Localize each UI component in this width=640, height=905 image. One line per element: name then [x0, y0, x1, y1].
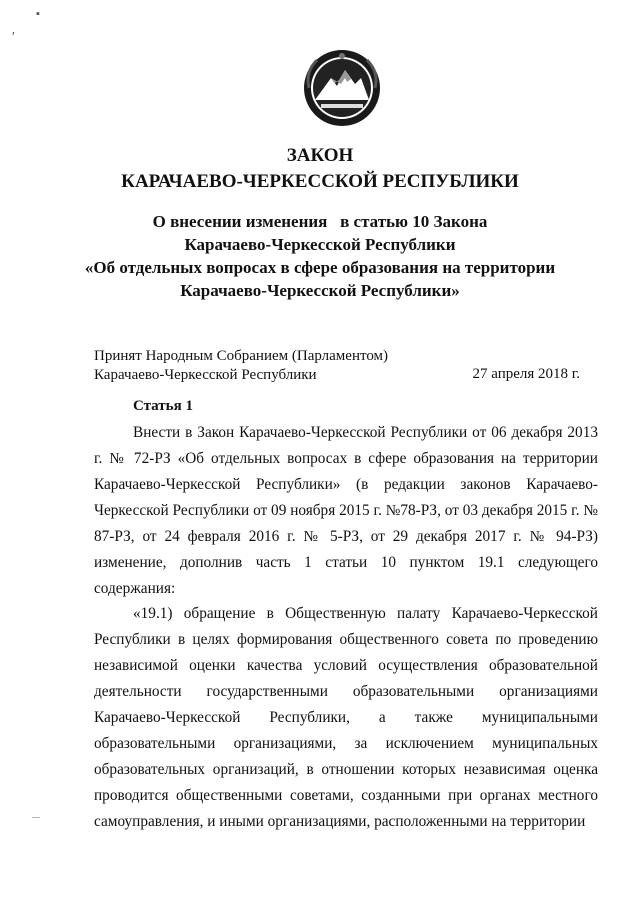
- law-title-line: КАРАЧАЕВО-ЧЕРКЕССКОЙ РЕСПУБЛИКИ: [121, 171, 519, 192]
- scan-mark-icon: —: [32, 812, 41, 821]
- scan-mark-icon: ▪: [36, 8, 40, 20]
- adoption-line: Принят Народным Собранием (Парламентом): [94, 348, 389, 364]
- article-paragraph: Внести в Закон Карачаево-Черкесской Республики от 06 декабря 2013 г. № 72-РЗ «Об отдельных вопросах в сфере образования на территории Карачаево-Черкесской Республики» (в редакции законов Карачаево-Черкесской Республики от 09 ноября 2015 г. №78-РЗ, от 03 декабря 2015 г. № 87-РЗ, от 24 февраля 2016 г. № 5-РЗ, от 29 декабря 2017 г. № 94-РЗ) изменение, дополнив часть 1 статьи 10 пунктом 19.1 следующего содержания:: [94, 424, 598, 597]
- scan-mark-icon: ′: [12, 30, 16, 45]
- subtitle-line: «Об отдельных вопросах в сфере образования на территории: [84, 258, 556, 277]
- law-title-line: ЗАКОН: [286, 145, 354, 166]
- adoption-line: Карачаево-Черкесской Республики: [94, 367, 317, 383]
- law-subtitle: [0, 210, 640, 302]
- subtitle-line: Карачаево-Черкесской Республики»: [180, 281, 460, 300]
- adoption-date: 27 апреля 2018 г.: [472, 366, 580, 382]
- coat-of-arms-emblem-icon: [301, 48, 383, 128]
- subtitle-line: Карачаево-Черкесской Республики: [184, 235, 456, 254]
- law-title: [0, 143, 640, 195]
- subtitle-line: О внесении изменения в статью 10 Закона: [152, 212, 488, 231]
- article-heading: Статья 1: [133, 398, 193, 414]
- article-paragraph: «19.1) обращение в Общественную палату Карачаево-Черкесской Республики в целях формирования общественного совета по проведению независимой оценки качества условий осуществления образовательной деятельности государственными образовательными организациями Карачаево-Черкесской Республики, а также муниципальными образовательными организациями, за исключением муниципальных образовательных организаций, в отношении которых независимая оценка проводится общественными советами, созданными при органах местного самоуправления, и иными организациями, расположенными на территории: [94, 605, 598, 830]
